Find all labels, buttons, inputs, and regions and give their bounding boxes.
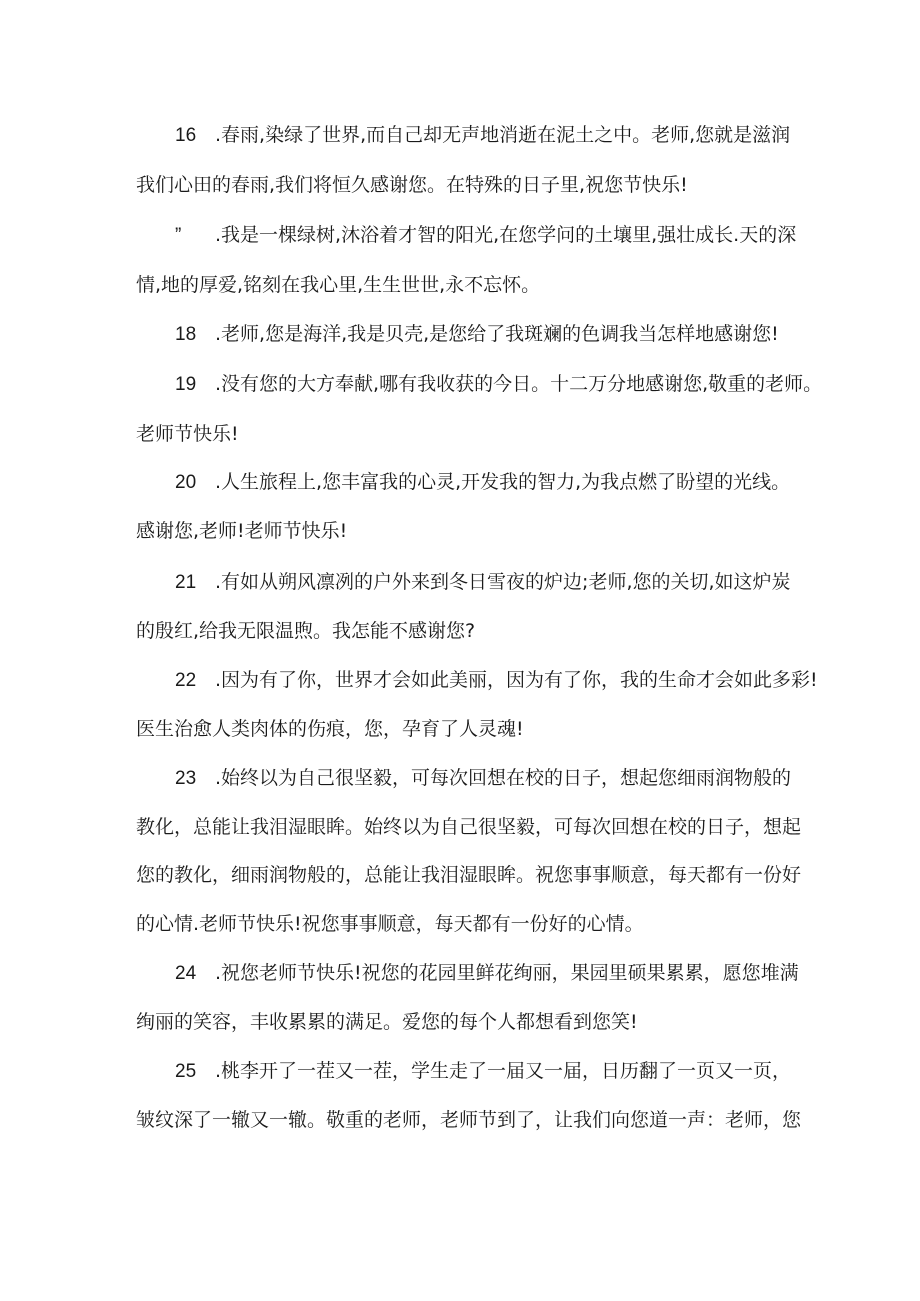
item-text: .老师,您是海洋,我是贝壳,是您给了我斑斓的色调我当怎样地感谢您! [215, 323, 779, 345]
item-text: .有如从朔风凛冽的户外来到冬日雪夜的炉边;老师,您的关切,如这炉炭 [215, 571, 791, 593]
paragraph-21-line-1 [176, 569, 806, 596]
item-number: 19 [175, 374, 197, 395]
item-number: 23 [175, 768, 197, 789]
paragraph-25-line-1 [176, 1058, 806, 1085]
paragraph-20-line-2: 感谢您,老师!老师节快乐! [136, 520, 348, 542]
paragraph-23-line-2: 教化，总能让我泪湿眼眸。始终以为自己很坚毅，可每次回想在校的日子，想起 [136, 816, 802, 838]
item-number: 24 [175, 963, 197, 984]
paragraph-23-line-1 [176, 765, 806, 792]
paragraph-17-line-2: 情,地的厚爱,铭刻在我心里,生生世世,永不忘怀。 [136, 274, 541, 296]
item-text: .桃李开了一茬又一茬，学生走了一届又一届，日历翻了一页又一页， [215, 1060, 792, 1082]
item-number: 20 [175, 472, 197, 493]
paragraph-16-line-1 [176, 122, 806, 149]
paragraph-25-line-2: 皱纹深了一辙又一辙。敬重的老师，老师节到了，让我们向您道一声：老师，您 [136, 1109, 802, 1131]
item-text: .始终以为自己很坚毅，可每次回想在校的日子，想起您细雨润物般的 [215, 767, 792, 789]
item-number: 16 [175, 125, 197, 146]
item-text: .因为有了你，世界才会如此美丽，因为有了你，我的生命才会如此多彩! [215, 669, 818, 691]
paragraph-16-line-2: 我们心田的春雨,我们将恒久感谢您。在特殊的日子里,祝您节快乐! [136, 174, 688, 196]
paragraph-24-line-1 [176, 960, 806, 987]
item-number: 25 [175, 1061, 197, 1082]
paragraph-23-line-3: 您的教化，细雨润物般的，总能让我泪湿眼眸。祝您事事顺意，每天都有一份好 [136, 864, 802, 886]
item-text: .人生旅程上,您丰富我的心灵,开发我的智力,为我点燃了盼望的光线。 [215, 471, 791, 493]
paragraph-18-line-1 [176, 321, 806, 348]
paragraph-19-line-1 [175, 371, 823, 398]
item-text: .春雨,染绿了世界,而自己却无声地消逝在泥土之中。老师,您就是滋润 [215, 124, 791, 146]
item-number: 21 [175, 572, 197, 593]
paragraph-23-line-4: 的心情.老师节快乐!祝您事事顺意，每天都有一份好的心情。 [136, 913, 644, 935]
paragraph-20-line-1 [176, 469, 806, 496]
paragraph-21-line-2: 的殷红,给我无限温煦。我怎能不感谢您? [136, 620, 476, 642]
paragraph-24-line-2: 绚丽的笑容，丰收累累的满足。爱您的每个人都想看到您笑! [136, 1011, 638, 1033]
item-number: ” [175, 225, 182, 246]
paragraph-22-line-1 [175, 667, 818, 694]
paragraph-22-line-2: 医生治愈人类肉体的伤痕，您，孕育了人灵魂! [136, 718, 524, 740]
item-number: 22 [175, 670, 197, 691]
paragraph-19-line-2: 老师节快乐! [136, 423, 239, 445]
item-text: .我是一棵绿树,沐浴着才智的阳光,在您学问的土壤里,强壮成长.天的深 [215, 224, 797, 246]
item-text: .没有您的大方奉献,哪有我收获的今日。十二万分地感谢您,敬重的老师。 [215, 373, 823, 395]
item-text: .祝您老师节快乐!祝您的花园里鲜花绚丽，果园里硕果累累，愿您堆满 [215, 962, 799, 984]
paragraph-17-line-1 [176, 222, 806, 249]
item-number: 18 [175, 324, 197, 345]
